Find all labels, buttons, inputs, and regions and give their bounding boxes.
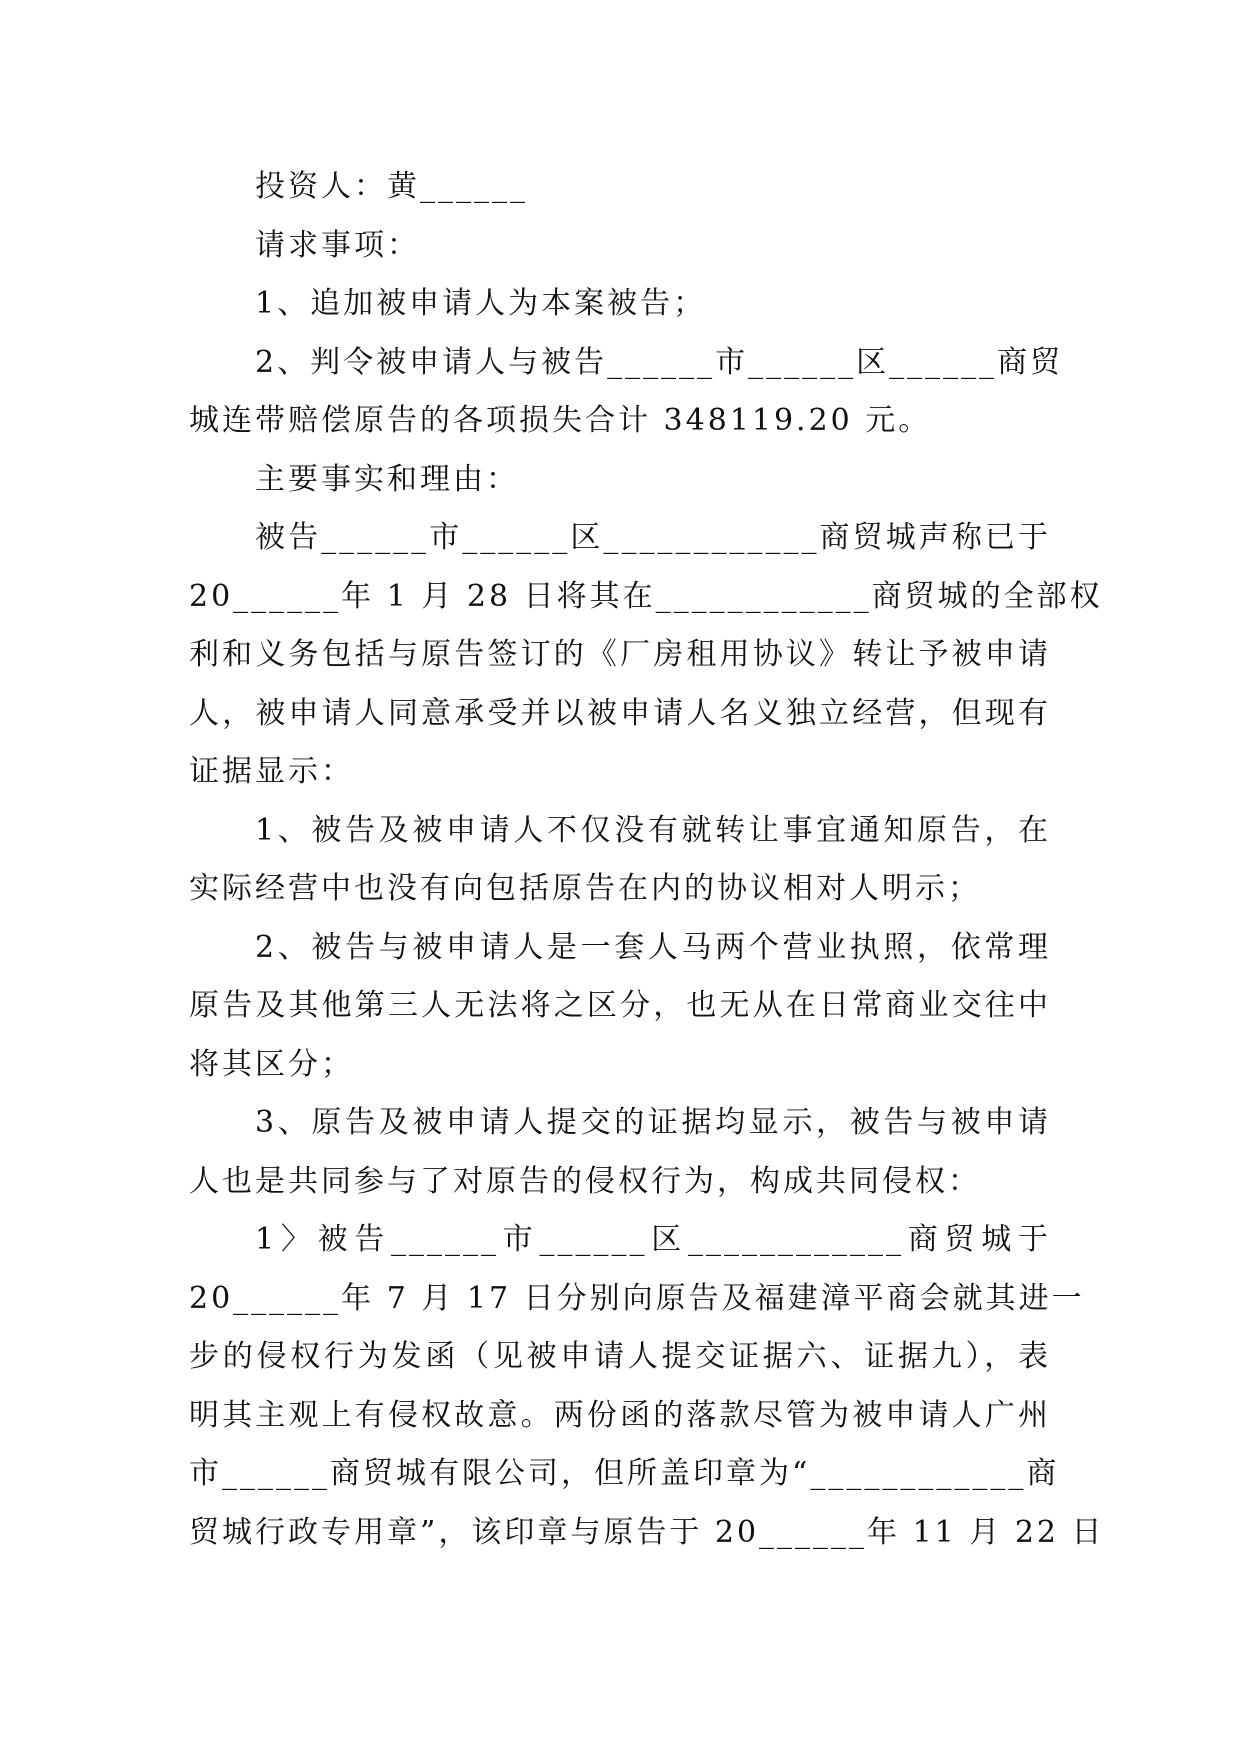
evidence-item-3-line-2: 人也是共同参与了对原告的侵权行为，构成共同侵权： — [189, 1163, 981, 1199]
sub-item-1-line-3: 步的侵权行为发函（见被申请人提交证据六、证据九），表 — [189, 1339, 1051, 1374]
claim-item-2-line-1: 2、判令被申请人与被告______市______区______商贸 — [255, 344, 1064, 380]
sub-item-1-line-1: 1〉被告______市______区____________商贸城于 — [255, 1222, 1051, 1257]
facts-paragraph-line-4: 人，被申请人同意承受并以被申请人名义独立经营，但现有 — [189, 695, 1051, 731]
sub-item-1-line-4: 明其主观上有侵权故意。两份函的落款尽管为被申请人广州 — [189, 1397, 1051, 1433]
claim-item-1: 1、追加被申请人为本案被告； — [255, 286, 707, 321]
facts-paragraph-line-5: 证据显示： — [189, 754, 354, 789]
evidence-item-1-line-1: 1、被告及被申请人不仅没有就转让事宜通知原告，在 — [255, 812, 1051, 848]
sub-item-1-line-5: 市______商贸城有限公司，但所盖印章为“____________商 — [189, 1456, 1060, 1491]
document-body — [189, 158, 1105, 1562]
evidence-item-2-line-2: 原告及其他第三人无法将之区分，也无从在日常商业交往中 — [189, 988, 1051, 1023]
evidence-item-1-line-2: 实际经营中也没有向包括原告在内的协议相对人明示； — [189, 871, 981, 906]
facts-paragraph-line-1: 被告______市______区____________商贸城声称已于 — [255, 520, 1051, 555]
facts-paragraph-line-3: 利和义务包括与原告签订的《厂房租用协议》转让予被申请 — [189, 637, 1051, 672]
evidence-item-2-line-3: 将其区分； — [189, 1046, 354, 1082]
facts-heading: 主要事实和理由： — [255, 461, 519, 497]
evidence-item-2-line-1: 2、被告与被申请人是一套人马两个营业执照，依常理 — [255, 929, 1051, 965]
sub-item-1-line-2: 20______年 7 月 17 日分别向原告及福建漳平商会就其进一 — [189, 1280, 1085, 1316]
evidence-item-3-line-1: 3、原告及被申请人提交的证据均显示，被告与被申请 — [255, 1105, 1051, 1140]
claims-heading: 请求事项： — [255, 227, 420, 263]
facts-paragraph-line-2: 20______年 1 月 28 日将其在____________商贸城的全部权 — [189, 578, 1103, 614]
claim-item-2-line-2: 城连带赔偿原告的各项损失合计 348119.20 元。 — [189, 403, 932, 438]
investor-line: 投资人：黄______ — [255, 169, 528, 204]
sub-item-1-line-6: 贸城行政专用章”，该印章与原告于 20______年 11 月 22 日 — [189, 1514, 1105, 1550]
